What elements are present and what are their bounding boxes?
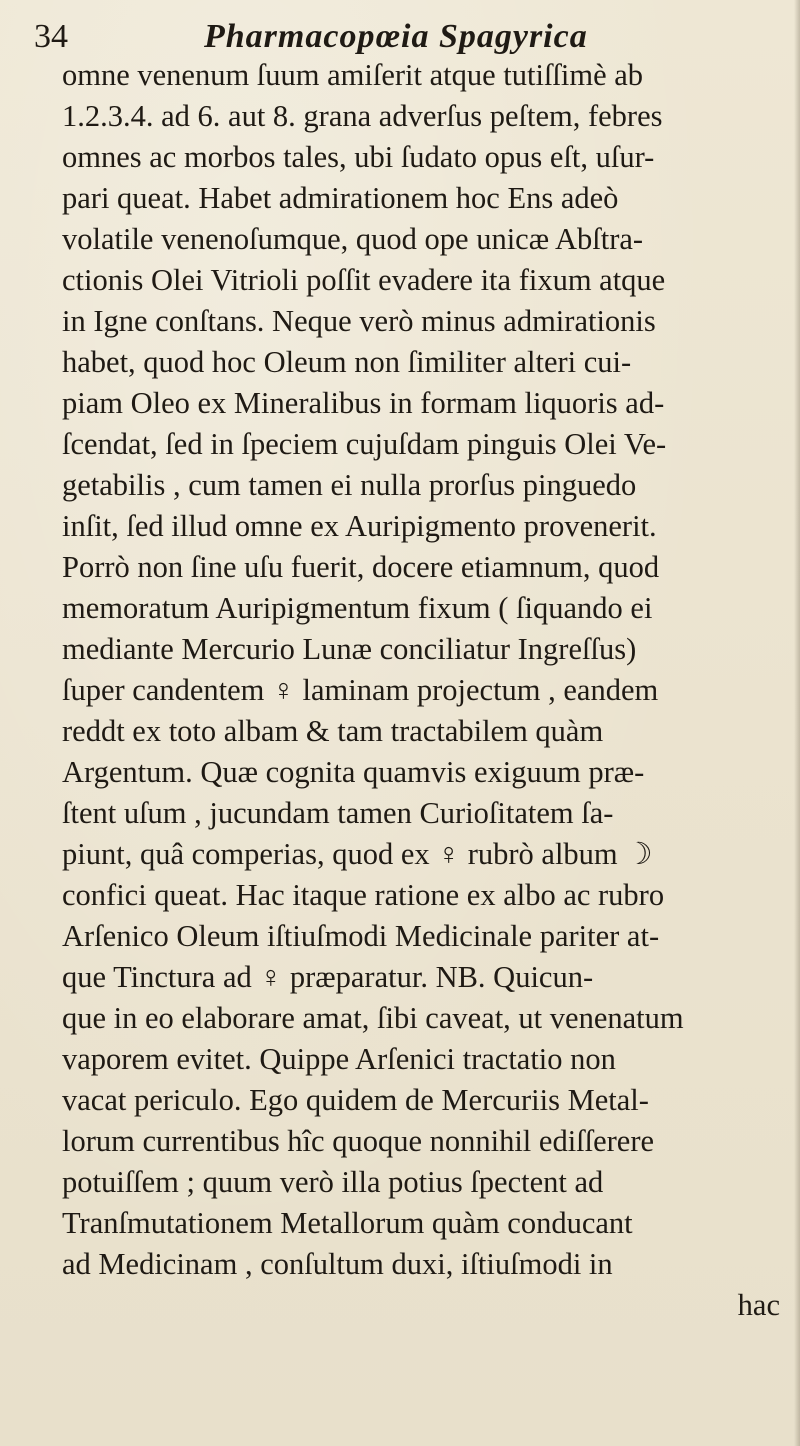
text-line: que in eo elaborare amat, ſibi caveat, ut venenatum (62, 1001, 684, 1035)
text-line: reddt ex toto albam & tam tractabilem quàm (62, 714, 604, 748)
text-line: piunt, quâ comperias, quod ex ♀ rubrò album ☽ (62, 837, 653, 871)
text-line: volatile venenoſumque, quod ope unicæ Abſtra- (62, 222, 644, 256)
page-header (34, 14, 774, 60)
text-line: potuiſſem ; quum verò illa potius ſpectent ad (62, 1165, 604, 1199)
text-line: in Igne conſtans. Neque verò minus admirationis (62, 304, 656, 338)
page-number: 34 (34, 18, 68, 55)
text-line: Argentum. Quæ cognita quamvis exiguum præ- (62, 755, 645, 789)
text-line: ad Medicinam , conſultum duxi, iſtiuſmodi in (62, 1247, 613, 1281)
text-line: pari queat. Habet admirationem hoc Ens adeò (62, 181, 619, 215)
page-edge-shadow (794, 0, 800, 1446)
text-line: inſit, ſed illud omne ex Auripigmento provenerit. (62, 509, 657, 543)
text-line: ſcendat, ſed in ſpeciem cujuſdam pinguis Olei Ve- (62, 427, 667, 461)
text-line: Porrò non ſine uſu fuerit, docere etiamnum, quod (62, 550, 660, 584)
text-line: ctionis Olei Vitrioli poſſit evadere ita fixum atque (62, 263, 666, 297)
text-line: habet, quod hoc Oleum non ſimiliter alteri cui- (62, 345, 632, 379)
text-line: getabilis , cum tamen ei nulla prorſus pinguedo (62, 468, 637, 502)
text-line: mediante Mercurio Lunæ conciliatur Ingreſſus) (62, 632, 637, 666)
text-line: memoratum Auripigmentum fixum ( ſiquando ei (62, 591, 653, 625)
text-line: vaporem evitet. Quippe Arſenici tractatio non (62, 1042, 616, 1076)
text-line: omne venenum ſuum amiſerit atque tutiſſimè ab (62, 58, 644, 92)
catchword: hac (737, 1288, 780, 1322)
text-line: vacat periculo. Ego quidem de Mercuriis Metal- (62, 1083, 649, 1117)
text-line: confici queat. Hac itaque ratione ex albo ac rubro (62, 878, 665, 912)
body-text (62, 55, 792, 1326)
text-line: que Tinctura ad ♀ præparatur. NB. Quicun- (62, 960, 594, 994)
text-line: ſuper candentem ♀ laminam projectum , eandem (62, 673, 659, 707)
running-title: Pharmacopœia Spagyrica (204, 18, 588, 55)
text-line: omnes ac morbos tales, ubi ſudato opus eſt, uſur- (62, 140, 655, 174)
text-line: Arſenico Oleum iſtiuſmodi Medicinale pariter at- (62, 919, 660, 953)
text-line: 1.2.3.4. ad 6. aut 8. grana adverſus peſtem, febres (62, 99, 663, 133)
text-line: ſtent uſum , jucundam tamen Curioſitatem ſa- (62, 796, 614, 830)
text-line: piam Oleo ex Mineralibus in formam liquoris ad- (62, 386, 665, 420)
text-line: Tranſmutationem Metallorum quàm conducant (62, 1206, 633, 1240)
text-line: lorum currentibus hîc quoque nonnihil ediſſerere (62, 1124, 655, 1158)
